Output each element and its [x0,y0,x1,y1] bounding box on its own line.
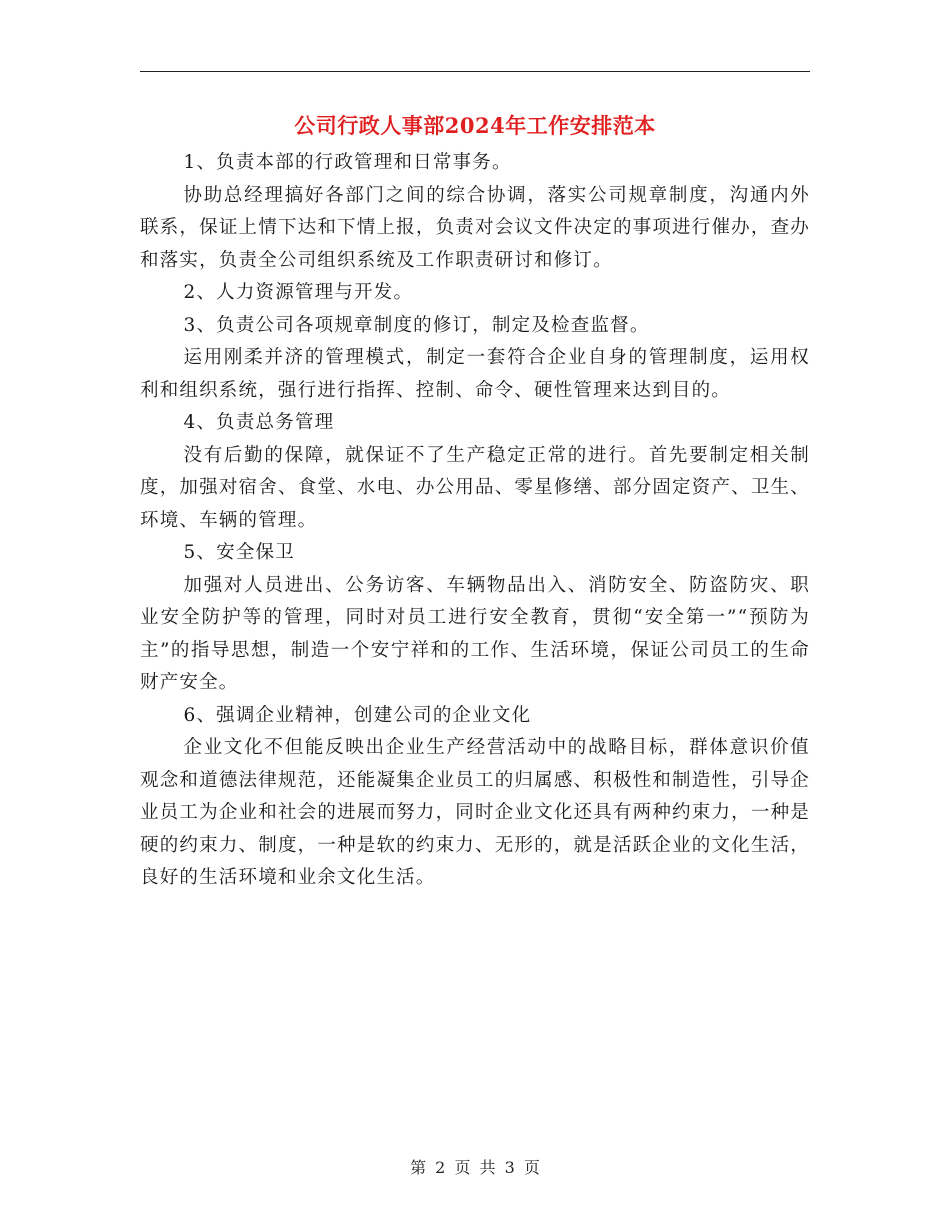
document-body [140,147,810,895]
paragraph-9: 加强对人员进出、公务访客、车辆物品出入、消防安全、防盗防灾、职业安全防护等的管理，同时对员工进行安全教育，贯彻“安全第一”“预防为主”的指导思想，制造一个安宁祥和的工作、生活环境，保证公司员工的生命财产安全。 [140,574,810,693]
page-footer: 第 2 页 共 3 页 [410,1158,540,1177]
paragraph-10: 6、强调企业精神，创建公司的企业文化 [183,704,532,726]
paragraph-1: 1、负责本部的行政管理和日常事务。 [183,152,512,173]
paragraph-6: 4、负责总务管理 [183,412,335,433]
paragraph-5: 运用刚柔并济的管理模式，制定一套符合企业自身的管理制度，运用权利和组织系统，强行进行指挥、控制、命令、硬性管理来达到目的。 [140,347,810,401]
paragraph-7: 没有后勤的保障，就保证不了生产稳定正常的进行。首先要制定相关制度，加强对宿舍、食堂、水电、办公用品、零星修缮、部分固定资产、卫生、环境、车辆的管理。 [140,444,810,531]
paragraph-2: 协助总经理搞好各部门之间的综合协调，落实公司规章制度，沟通内外联系，保证上情下达和下情上报，负责对会议文件决定的事项进行催办，查办和落实，负责全公司组织系统及工作职责研讨和修订。 [140,184,810,271]
paragraph-4: 3、负责公司各项规章制度的修订，制定及检查监督。 [183,314,650,336]
document-title: 公司行政人事部2024年工作安排范本 [294,113,656,138]
paragraph-8: 5、安全保卫 [183,542,295,563]
paragraph-3: 2、人力资源管理与开发。 [183,282,414,303]
paragraph-11: 企业文化不但能反映出企业生产经营活动中的战略目标，群体意识价值观念和道德法律规范，还能凝集企业员工的归属感、积极性和制造性，引导企业员工为企业和社会的进展而努力，同时企业文化还具有两种约束力，一种是硬的约束力、制度，一种是软的约束力、无形的，就是活跃企业的文化生活，良好的生活环境和业余文化生活。 [140,737,810,888]
header-rule [140,71,810,72]
